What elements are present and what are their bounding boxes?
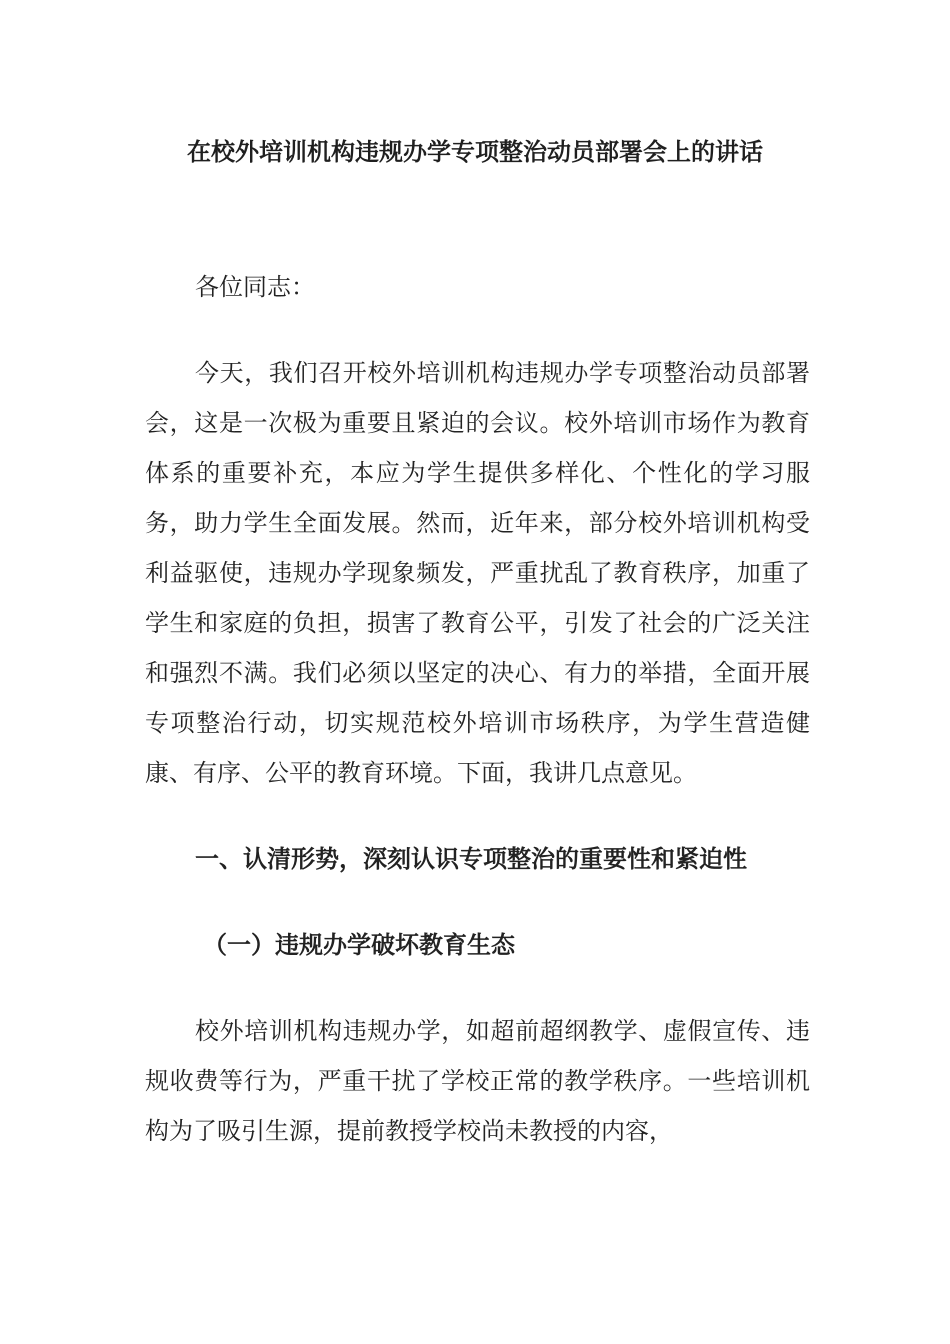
- greeting: 各位同志：: [195, 273, 315, 301]
- paragraph-body: 校外培训机构违规办学，如超前超纲教学、虚假宣传、违规收费等行为，严重干扰了学校正常的教学秩序。一些培训机构为了吸引生源，提前教授学校尚未教授的内容，: [145, 1017, 810, 1145]
- section-heading: 一、认清形势，深刻认识专项整治的重要性和紧迫性: [195, 845, 747, 873]
- document-body: [145, 262, 810, 1156]
- subsection-heading: （一）违规办学破坏教育生态: [203, 931, 515, 959]
- document-title: 在校外培训机构违规办学专项整治动员部署会上的讲话: [187, 138, 763, 166]
- paragraph-intro: 今天，我们召开校外培训机构违规办学专项整治动员部署会，这是一次极为重要且紧迫的会议。校外培训市场作为教育体系的重要补充，本应为学生提供多样化、个性化的学习服务，助力学生全面发展。然而，近年来，部分校外培训机构受利益驱使，违规办学现象频发，严重扰乱了教育秩序，加重了学生和家庭的负担，损害了教育公平，引发了社会的广泛关注和强烈不满。我们必须以坚定的决心、有力的举措，全面开展专项整治行动，切实规范校外培训市场秩序，为学生营造健康、有序、公平的教育环境。下面，我讲几点意见。: [145, 359, 810, 787]
